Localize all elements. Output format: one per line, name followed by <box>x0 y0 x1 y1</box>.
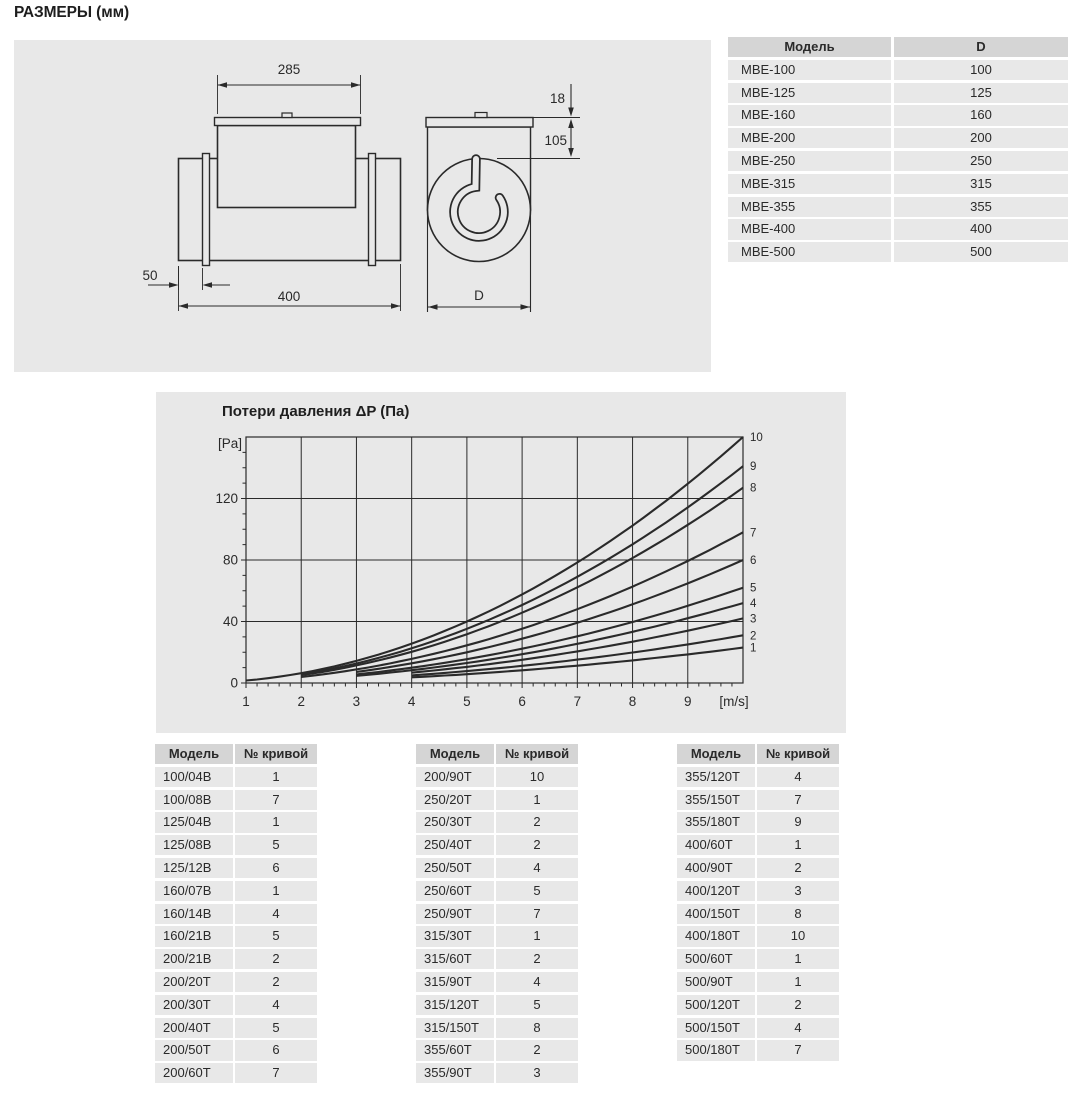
side-view-clamp-right <box>369 154 376 266</box>
table-row <box>728 242 1068 262</box>
dim-D-arrow-left <box>428 304 438 310</box>
diameter-cell: 500 <box>894 242 1068 262</box>
model-cell: 100/04B <box>155 767 233 787</box>
table-row <box>416 1040 578 1060</box>
table-row <box>728 151 1068 171</box>
model-cell: MBE-200 <box>728 128 891 148</box>
chart-curve-label-8: 8 <box>750 482 757 495</box>
curve-number-cell: 9 <box>757 812 839 832</box>
table-row <box>155 881 317 901</box>
model-cell: MBE-400 <box>728 219 891 239</box>
diameter-cell: 355 <box>894 197 1068 217</box>
curve-number-cell: 10 <box>496 767 578 787</box>
model-cell: MBE-315 <box>728 174 891 194</box>
diameter-cell: 200 <box>894 128 1068 148</box>
chart-x-tick-label: 6 <box>518 694 526 709</box>
side-view-knob <box>282 113 292 118</box>
column-header-curve-number: № кривой <box>496 744 578 764</box>
model-cell: 315/30T <box>416 926 494 946</box>
curve-number-cell: 3 <box>757 881 839 901</box>
model-cell: 250/20T <box>416 790 494 810</box>
table-header-row <box>728 37 1068 57</box>
table-row <box>416 790 578 810</box>
table-row <box>677 1040 839 1060</box>
model-cell: 250/60T <box>416 881 494 901</box>
model-cell: 200/40T <box>155 1018 233 1038</box>
table-row <box>155 1040 317 1060</box>
model-cell: 125/08B <box>155 835 233 855</box>
column-header-diameter: D <box>894 37 1068 57</box>
model-cell: MBE-500 <box>728 242 891 262</box>
table-row <box>155 995 317 1015</box>
dim-50-label: 50 <box>142 268 158 283</box>
chart-y-tick-label: 80 <box>222 552 238 568</box>
curve-number-cell: 7 <box>757 790 839 810</box>
table-body <box>155 767 317 1084</box>
page-title: РАЗМЕРЫ (мм) <box>14 4 130 21</box>
dim-18-arrow <box>568 108 574 117</box>
table-row <box>677 904 839 924</box>
table-body <box>728 60 1068 263</box>
curve-number-cell: 4 <box>757 1018 839 1038</box>
curve-number-cell: 2 <box>757 995 839 1015</box>
column-header-model: Модель <box>155 744 233 764</box>
table-body <box>677 767 839 1061</box>
chart-x-tick-label: 3 <box>352 694 361 709</box>
model-cell: 500/120T <box>677 995 755 1015</box>
dim-D-arrow-right <box>521 304 531 310</box>
dim-50-arrow-right <box>203 282 213 288</box>
model-cell: 500/180T <box>677 1040 755 1060</box>
model-cell: 250/40T <box>416 835 494 855</box>
table-row <box>155 858 317 878</box>
curve-number-cell: 8 <box>496 1018 578 1038</box>
table-body <box>416 767 578 1084</box>
curve-number-cell: 7 <box>757 1040 839 1060</box>
dim-105-arrow-down <box>568 148 574 157</box>
dim-285-arrow-right <box>351 82 361 88</box>
model-cell: 400/60T <box>677 835 755 855</box>
dimensions-drawing-panel <box>14 40 711 372</box>
dim-285-label: 285 <box>277 62 301 77</box>
model-cell: 200/20T <box>155 972 233 992</box>
chart-x-tick-label: 7 <box>573 694 582 709</box>
model-cell: 355/150T <box>677 790 755 810</box>
table-row <box>416 904 578 924</box>
table-header-row <box>416 744 578 764</box>
column-header-model: Модель <box>728 37 891 57</box>
table-row <box>677 812 839 832</box>
table-row <box>155 972 317 992</box>
pressure-loss-chart <box>156 392 846 733</box>
curve-number-cell: 6 <box>235 858 317 878</box>
chart-curve-label-10: 10 <box>750 432 763 444</box>
chart-x-tick-label: 2 <box>297 694 305 709</box>
curve-table-3 <box>677 744 839 1063</box>
chart-x-tick-label: 1 <box>242 694 250 709</box>
model-cell: 125/04B <box>155 812 233 832</box>
table-row <box>155 949 317 969</box>
table-row <box>155 767 317 787</box>
model-cell: 355/120T <box>677 767 755 787</box>
curve-number-cell: 4 <box>235 904 317 924</box>
dim-400-arrow-right <box>391 303 401 309</box>
curve-number-cell: 3 <box>496 1063 578 1083</box>
curve-number-cell: 5 <box>496 881 578 901</box>
chart-x-tick-label: 9 <box>684 694 692 709</box>
table-row <box>677 858 839 878</box>
chart-curve-label-1: 1 <box>750 642 757 655</box>
chart-x-tick-label: 5 <box>463 694 471 709</box>
curve-number-cell: 4 <box>496 972 578 992</box>
model-cell: 315/150T <box>416 1018 494 1038</box>
side-view-clamp-left <box>203 154 210 266</box>
pressure-loss-chart-panel <box>156 392 846 733</box>
table-row <box>416 812 578 832</box>
curve-number-cell: 10 <box>757 926 839 946</box>
curve-number-cell: 1 <box>496 790 578 810</box>
model-cell: 160/14B <box>155 904 233 924</box>
chart-curve-label-5: 5 <box>750 582 757 595</box>
chart-title: Потери давления ΔP (Па) <box>222 403 410 420</box>
model-cell: 200/30T <box>155 995 233 1015</box>
curve-number-cell: 1 <box>757 949 839 969</box>
table-header-row <box>155 744 317 764</box>
table-row <box>728 60 1068 80</box>
table-row <box>416 1018 578 1038</box>
model-cell: 250/50T <box>416 858 494 878</box>
curve-number-cell: 1 <box>235 881 317 901</box>
curve-number-cell: 2 <box>496 949 578 969</box>
table-row <box>155 1063 317 1083</box>
curve-number-cell: 7 <box>235 1063 317 1083</box>
duct-heater-technical-drawing <box>14 40 711 372</box>
model-cell: 500/90T <box>677 972 755 992</box>
table-row <box>416 949 578 969</box>
table-row <box>416 858 578 878</box>
curve-number-cell: 4 <box>757 767 839 787</box>
model-cell: MBE-355 <box>728 197 891 217</box>
model-cell: 315/60T <box>416 949 494 969</box>
chart-y-tick-label: 0 <box>230 675 238 691</box>
table-row <box>416 767 578 787</box>
table-row <box>728 197 1068 217</box>
curve-number-cell: 2 <box>757 858 839 878</box>
curve-number-cell: 5 <box>235 835 317 855</box>
model-cell: 355/90T <box>416 1063 494 1083</box>
table-row <box>677 949 839 969</box>
model-cell: 200/60T <box>155 1063 233 1083</box>
table-row <box>677 881 839 901</box>
dim-105-arrow-up <box>568 119 574 128</box>
model-cell: 400/120T <box>677 881 755 901</box>
chart-x-tick-label: 4 <box>407 694 416 709</box>
chart-curve-label-7: 7 <box>750 527 757 540</box>
model-cell: 200/21B <box>155 949 233 969</box>
table-row <box>155 835 317 855</box>
model-cell: 200/50T <box>155 1040 233 1060</box>
table-row <box>416 926 578 946</box>
table-header-row <box>677 744 839 764</box>
chart-x-tick-label: 8 <box>628 694 637 709</box>
curve-table-1 <box>155 744 317 1086</box>
curve-number-cell: 2 <box>496 812 578 832</box>
chart-y-unit-label: [Pa] <box>217 436 242 451</box>
diameter-cell: 125 <box>894 83 1068 103</box>
model-cell: MBE-100 <box>728 60 891 80</box>
model-cell: 200/90T <box>416 767 494 787</box>
diameter-cell: 100 <box>894 60 1068 80</box>
chart-curve-label-4: 4 <box>750 598 757 611</box>
table-row <box>677 972 839 992</box>
chart-y-tick-label: 120 <box>215 491 238 506</box>
model-cell: 400/150T <box>677 904 755 924</box>
table-row <box>728 83 1068 103</box>
model-cell: 160/07B <box>155 881 233 901</box>
table-row <box>728 105 1068 125</box>
chart-y-tick-label: 40 <box>222 614 238 629</box>
curve-number-cell: 4 <box>496 858 578 878</box>
curve-number-cell: 5 <box>235 926 317 946</box>
side-view-lid <box>215 118 361 126</box>
curve-number-cell: 2 <box>496 1040 578 1060</box>
chart-curve-label-3: 3 <box>750 613 757 626</box>
curve-table-2 <box>416 744 578 1086</box>
curve-number-cell: 5 <box>496 995 578 1015</box>
table-row <box>728 219 1068 239</box>
model-cell: 160/21B <box>155 926 233 946</box>
table-row <box>155 812 317 832</box>
curve-number-cell: 6 <box>235 1040 317 1060</box>
model-cell: 400/90T <box>677 858 755 878</box>
dim-105-label: 105 <box>544 133 567 148</box>
curve-number-cell: 4 <box>235 995 317 1015</box>
table-row <box>677 835 839 855</box>
curve-number-cell: 8 <box>757 904 839 924</box>
column-header-curve-number: № кривой <box>235 744 317 764</box>
model-cell: 355/60T <box>416 1040 494 1060</box>
model-cell: 355/180T <box>677 812 755 832</box>
table-row <box>677 767 839 787</box>
model-cell: MBE-160 <box>728 105 891 125</box>
end-view-knob <box>475 113 487 118</box>
table-row <box>416 995 578 1015</box>
model-cell: 500/60T <box>677 949 755 969</box>
column-header-model: Модель <box>416 744 494 764</box>
table-row <box>677 790 839 810</box>
table-row <box>155 790 317 810</box>
model-cell: 315/120T <box>416 995 494 1015</box>
table-row <box>155 1018 317 1038</box>
table-row <box>155 926 317 946</box>
chart-x-unit-label: [m/s] <box>719 694 749 709</box>
table-row <box>677 926 839 946</box>
dim-400-label: 400 <box>277 289 301 304</box>
diameter-cell: 400 <box>894 219 1068 239</box>
model-cell: MBE-125 <box>728 83 891 103</box>
curve-number-cell: 1 <box>235 767 317 787</box>
dim-50-arrow-left <box>169 282 179 288</box>
diameter-cell: 160 <box>894 105 1068 125</box>
dim-285-arrow-left <box>218 82 228 88</box>
curve-number-cell: 1 <box>757 972 839 992</box>
model-diameter-table <box>728 37 1068 265</box>
table-row <box>416 1063 578 1083</box>
curve-number-cell: 2 <box>235 949 317 969</box>
model-cell: 400/180T <box>677 926 755 946</box>
table-row <box>677 995 839 1015</box>
model-cell: 315/90T <box>416 972 494 992</box>
table-row <box>728 128 1068 148</box>
chart-curve-label-9: 9 <box>750 461 757 474</box>
curve-number-cell: 1 <box>235 812 317 832</box>
table-row <box>677 1018 839 1038</box>
curve-number-cell: 2 <box>235 972 317 992</box>
end-view-lid <box>426 118 533 128</box>
curve-number-cell: 1 <box>496 926 578 946</box>
model-cell: 500/150T <box>677 1018 755 1038</box>
dim-D-label: D <box>474 288 484 303</box>
side-view-terminal-box <box>218 126 356 208</box>
model-cell: 250/90T <box>416 904 494 924</box>
model-cell: MBE-250 <box>728 151 891 171</box>
curve-number-cell: 1 <box>757 835 839 855</box>
curve-number-cell: 7 <box>496 904 578 924</box>
chart-curve-label-6: 6 <box>750 555 757 567</box>
chart-curve-4 <box>356 603 743 676</box>
diameter-cell: 250 <box>894 151 1068 171</box>
chart-curve-label-2: 2 <box>750 630 757 643</box>
table-row <box>416 835 578 855</box>
column-header-model: Модель <box>677 744 755 764</box>
table-row <box>155 904 317 924</box>
curve-number-cell: 5 <box>235 1018 317 1038</box>
dim-400-arrow-left <box>179 303 189 309</box>
table-row <box>728 174 1068 194</box>
column-header-curve-number: № кривой <box>757 744 839 764</box>
chart-curve-10 <box>246 437 743 681</box>
model-cell: 125/12B <box>155 858 233 878</box>
model-cell: 100/08B <box>155 790 233 810</box>
dim-18-label: 18 <box>549 91 565 106</box>
diameter-cell: 315 <box>894 174 1068 194</box>
curve-number-cell: 7 <box>235 790 317 810</box>
table-row <box>416 972 578 992</box>
model-cell: 250/30T <box>416 812 494 832</box>
table-row <box>416 881 578 901</box>
curve-number-cell: 2 <box>496 835 578 855</box>
